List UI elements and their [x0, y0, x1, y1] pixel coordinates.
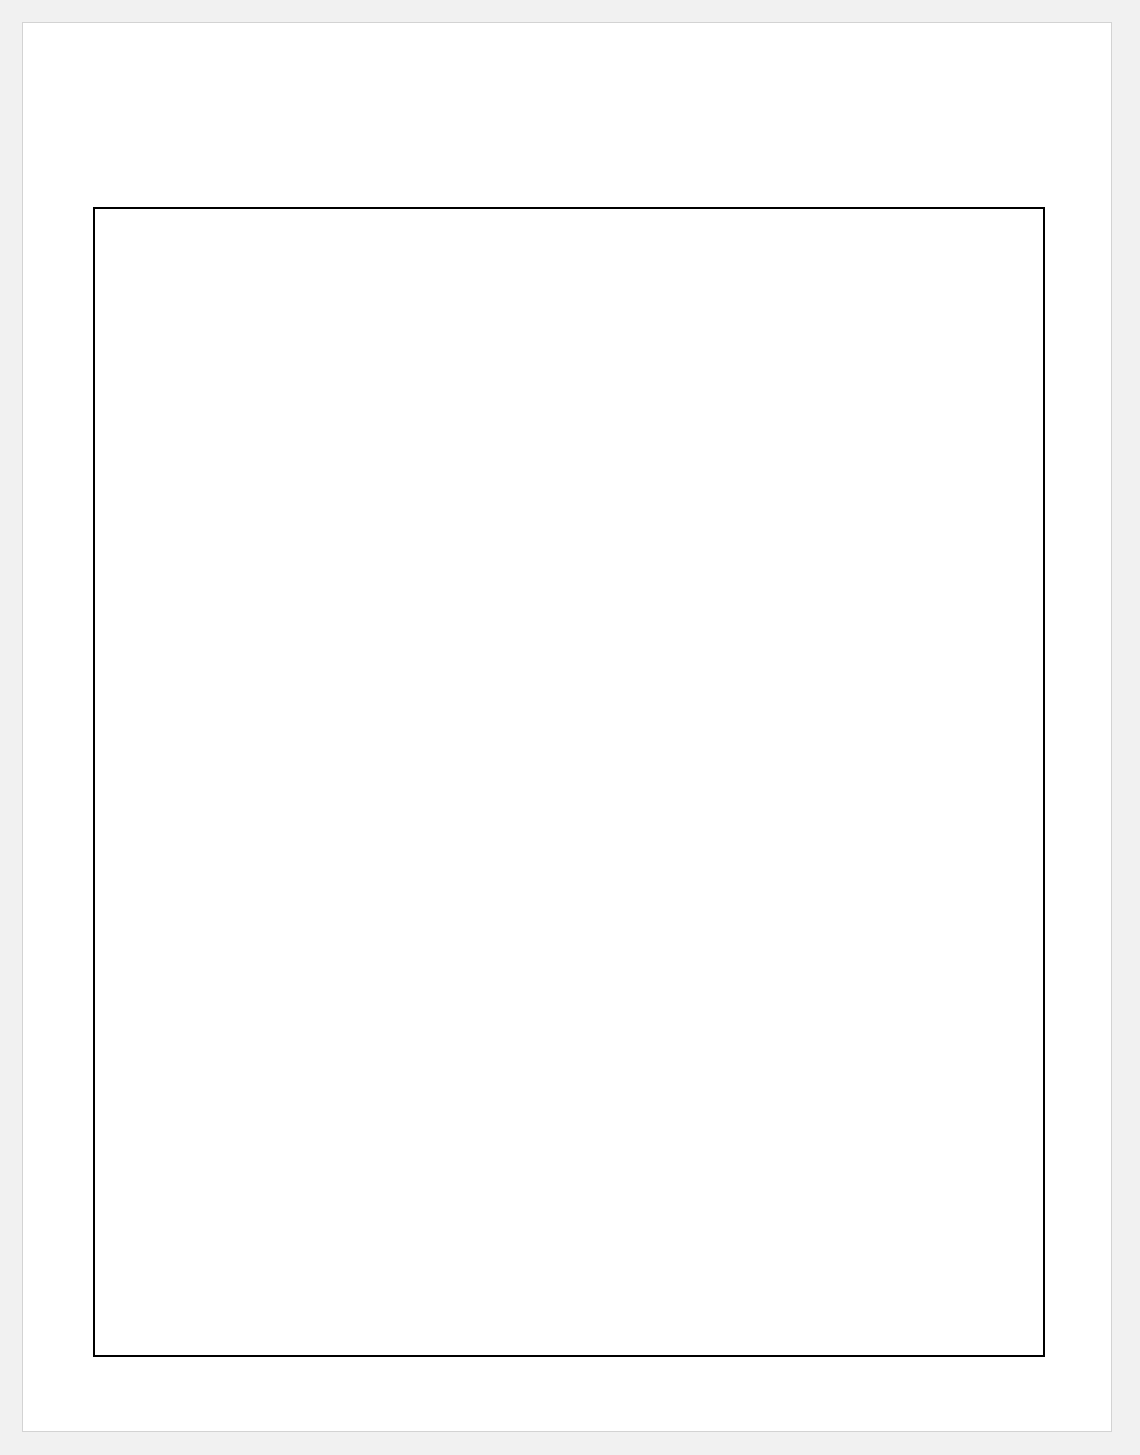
flower-border-top [113, 43, 1043, 138]
side-decoration-right-1 [1073, 228, 1078, 576]
checklist-grid [93, 207, 1045, 1357]
scavenger-hunt-sheet [22, 22, 1112, 1432]
side-decoration-left-2 [63, 601, 68, 951]
side-decoration-left-1 [63, 228, 68, 553]
flower-border-bottom [98, 1353, 1043, 1405]
side-decoration-right-3 [1073, 1011, 1078, 1356]
side-decoration-right-2 [1073, 619, 1078, 967]
side-decoration-left-3 [63, 1011, 68, 1356]
